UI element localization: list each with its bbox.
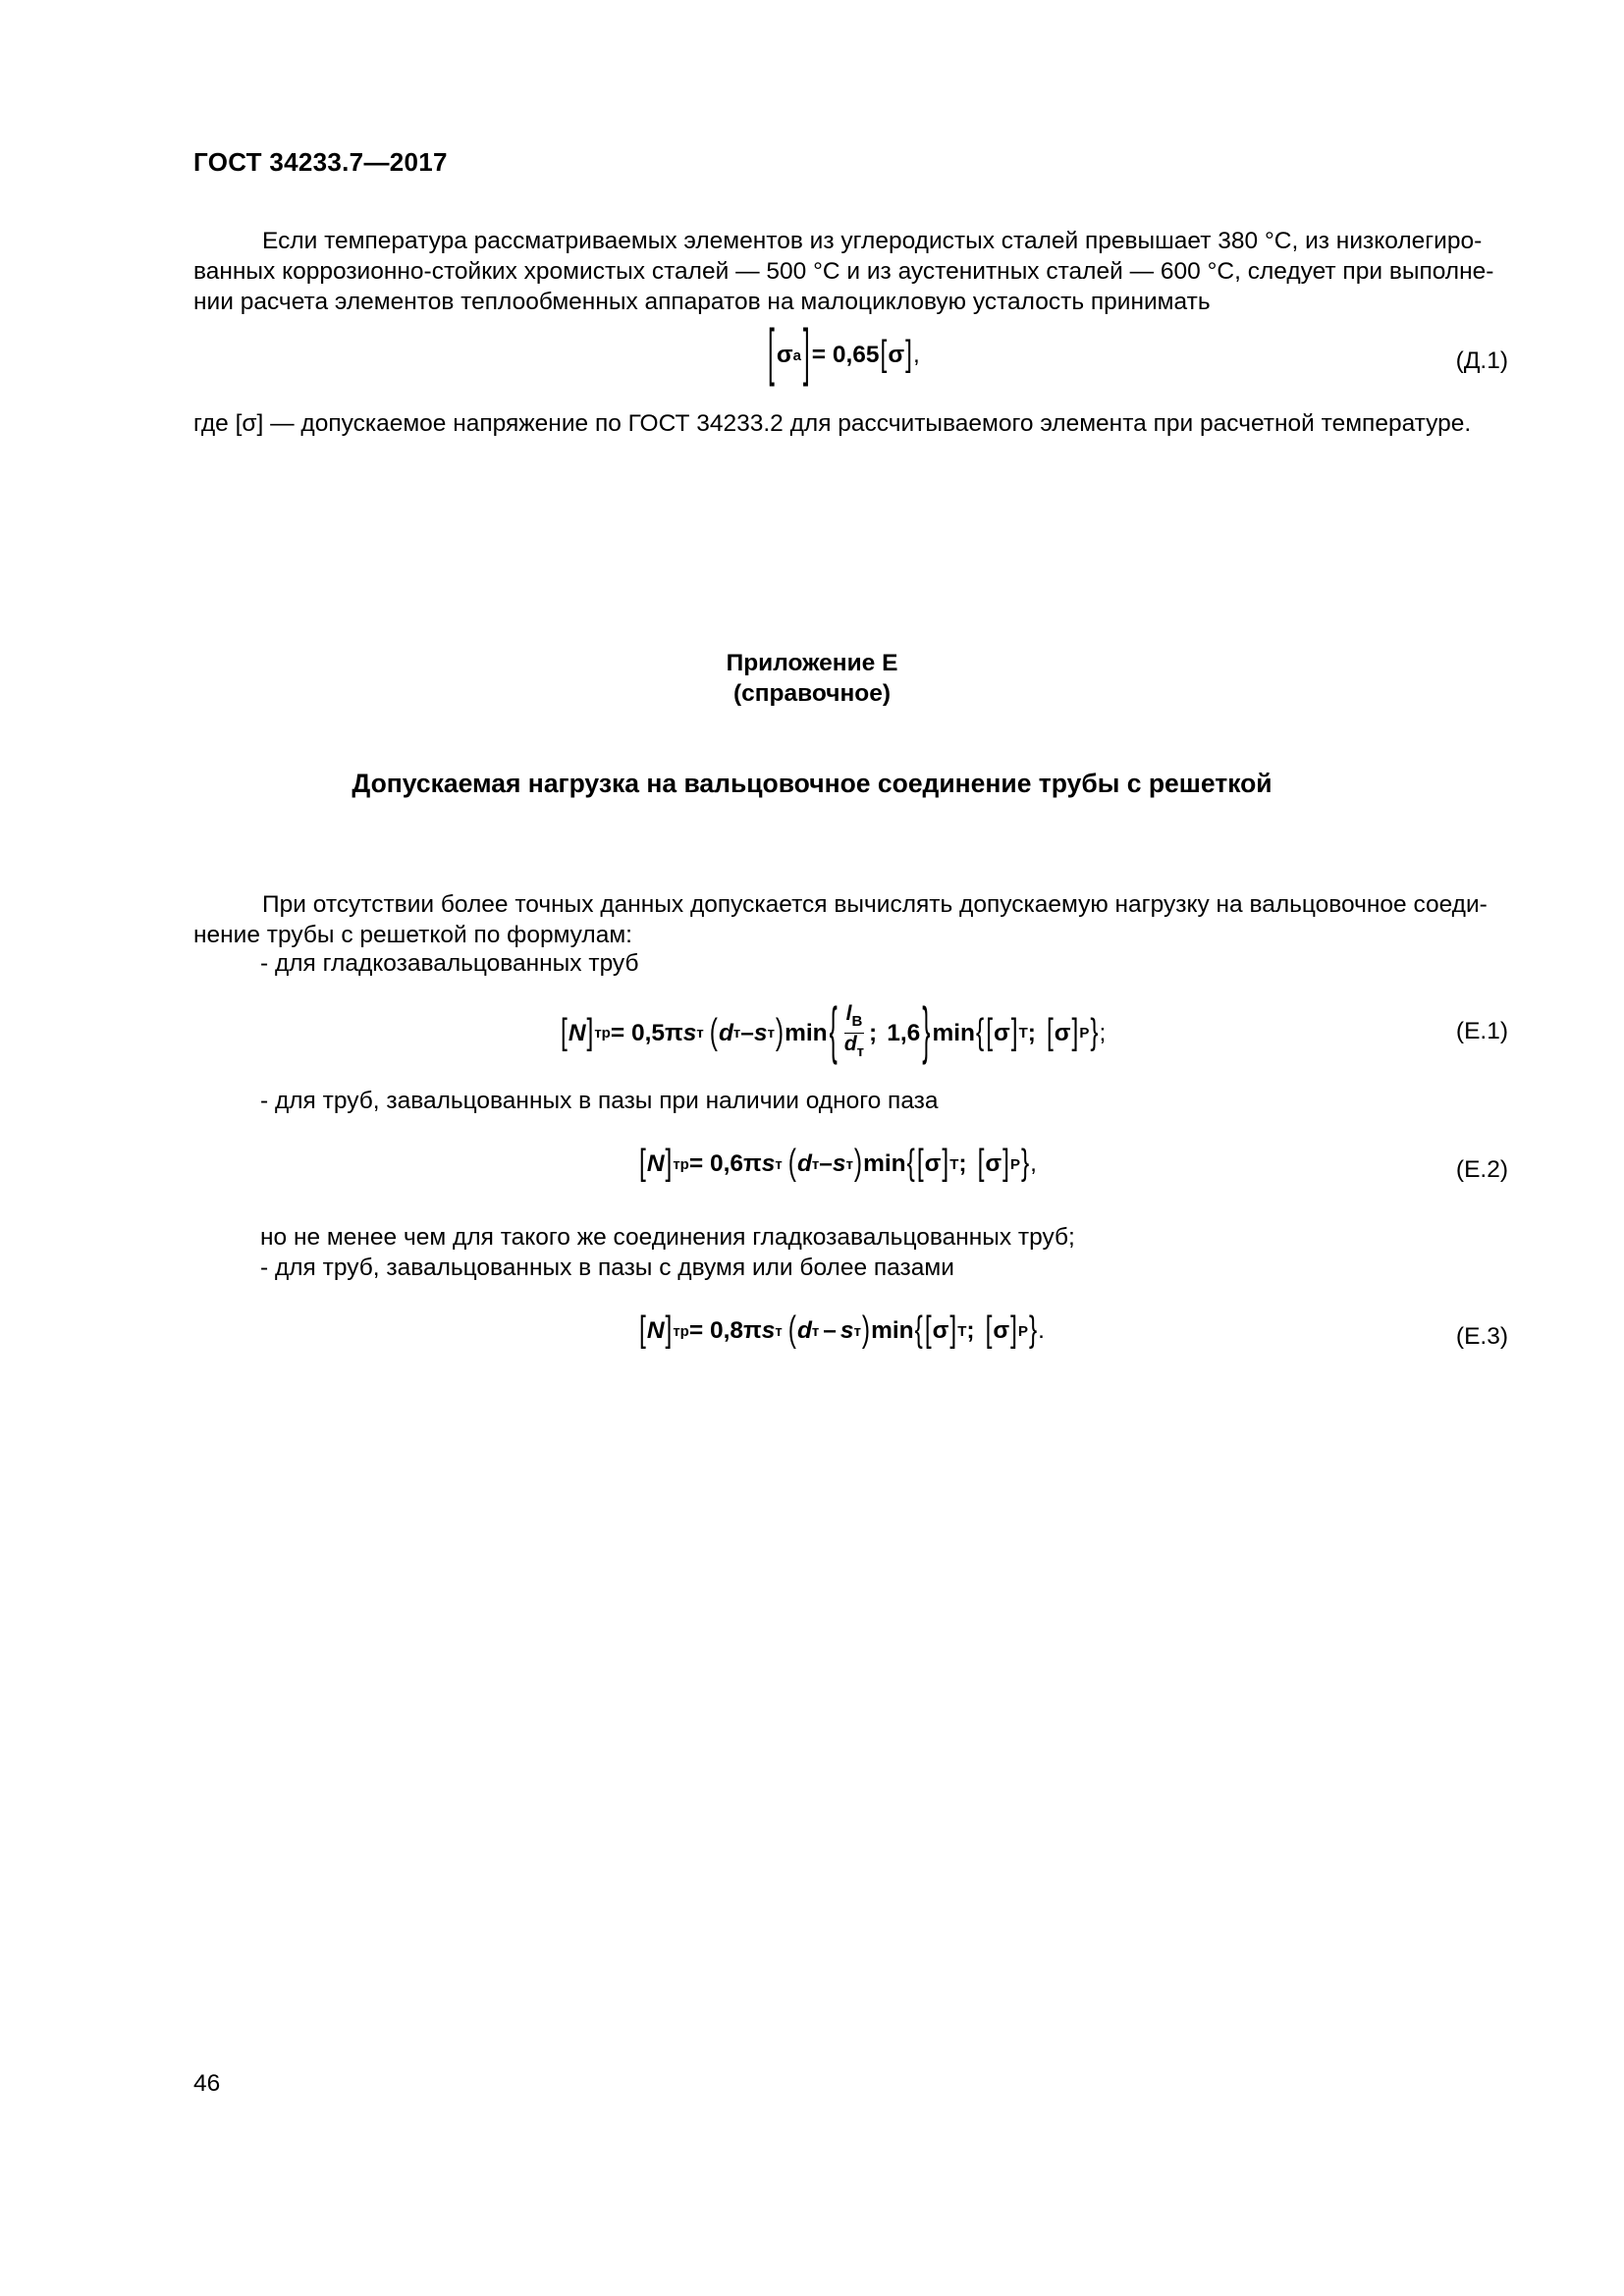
appendix-label: Приложение Е [726, 650, 898, 676]
paragraph-line: Если температура рассматриваемых элементов из углеродистых сталей превышает 380 °С, из низколегиро- [262, 228, 1483, 254]
list-item-smooth: - для гладкозавальцованных труб [260, 950, 639, 977]
paragraph-line: нии расчета элементов теплообменных аппаратов на малоцикловую усталость принимать [193, 289, 1211, 315]
document-code: ГОСТ 34233.7—2017 [193, 147, 448, 177]
paragraph-line: При отсутствии более точных данных допускается вычислять допускаемую нагрузку на вальцовочное соеди- [262, 891, 1488, 918]
paragraph-formulas-intro [193, 889, 1509, 950]
list-item-multi-groove: - для труб, завальцованных в пазы с двумя или более пазами [260, 1255, 954, 1281]
formula-d1: [ σ a ] = 0,65 [ σ ] , [768, 319, 920, 389]
page-number: 46 [193, 2070, 221, 2097]
equation-number-e3: (Е.3) [1455, 1323, 1508, 1350]
appendix-title: Допускаемая нагрузка на вальцовочное соединение трубы с решеткой [352, 769, 1272, 798]
equation-number-e1: (Е.1) [1455, 1018, 1508, 1044]
paragraph-temperature [193, 226, 1509, 317]
formula-e1: [ N ] тр = 0,5π s т ( d т – s т ) min { $\frac{l_В}{d_т}$ ; 1,6 } min { [ σ ] T ; [ σ ] P } ; [561, 997, 1107, 1067]
equation-number-e2: (Е.2) [1455, 1156, 1508, 1183]
list-item-one-groove: - для труб, завальцованных в пазы при наличии одного паза [260, 1088, 939, 1114]
formula-e3: [ N ] тр = 0,8π s т ( d т – s т ) min { [ σ ] T ; [ σ ] P } . [639, 1310, 1045, 1351]
paragraph-line: ванных коррозионно-стойких хромистых сталей — 500 °С и из аустенитных сталей — 600 °С, следует при выполне- [193, 258, 1494, 285]
equation-number-d1: (Д.1) [1455, 347, 1508, 374]
paragraph-line: нение трубы с решеткой по формулам: [193, 922, 632, 948]
formula-e2: [ N ] тр = 0,6π s т ( d т – s т ) min { [ σ ] T ; [ σ ] P } , [639, 1144, 1037, 1184]
note-not-less: но не менее чем для такого же соединения гладкозавальцованных труб; [260, 1224, 1075, 1251]
fraction-lb-over-dt: $\frac{l_В}{d_т}$ [843, 1002, 865, 1060]
where-explanation: где [σ] — допускаемое напряжение по ГОСТ 34233.2 для рассчитываемого элемента при расчетной температуре. [193, 410, 1472, 437]
appendix-kind: (справочное) [732, 680, 892, 707]
